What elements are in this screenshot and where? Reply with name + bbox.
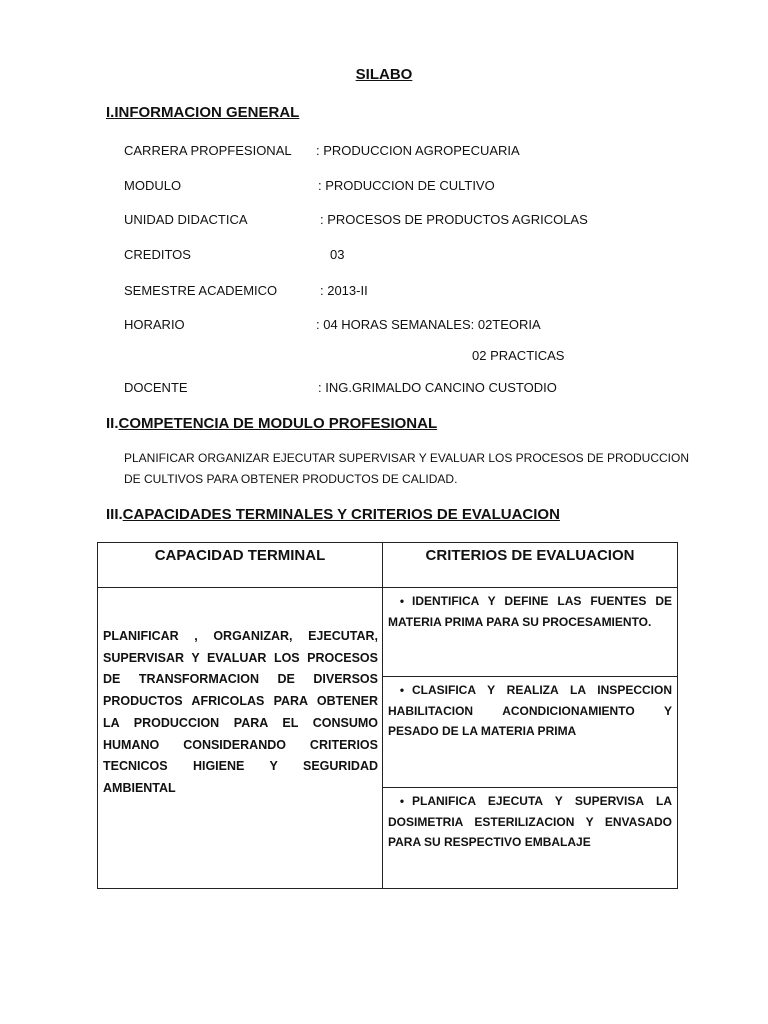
- field-value-unidad: : PROCESOS DE PRODUCTOS AGRICOLAS: [320, 212, 588, 227]
- competencia-line-1: PLANIFICAR ORGANIZAR EJECUTAR SUPERVISAR Y EVALUAR LOS PROCESOS DE PRODUCCION: [124, 451, 690, 465]
- field-label-modulo: MODULO: [124, 178, 182, 193]
- criterio-text-1: IDENTIFICA Y DEFINE LAS FUENTES DE MATERIA PRIMA PARA SU PROCESAMIENTO.: [388, 594, 672, 629]
- field-value-modulo: : PRODUCCION DE CULTIVO: [318, 178, 495, 193]
- field-value-semestre: : 2013-II: [320, 283, 368, 298]
- criterio-text-3: PLANIFICA EJECUTA Y SUPERVISA LA DOSIMETRIA ESTERILIZACION Y ENVASADO PARA SU RESPECTIVO EMBALAJE: [388, 794, 672, 849]
- field-value-horario: : 04 HORAS SEMANALES: 02TEORIA: [316, 317, 541, 332]
- field-value-carrera: : PRODUCCION AGROPECUARIA: [316, 143, 520, 158]
- section-3-heading: III.CAPACIDADES TERMINALES Y CRITERIOS DE EVALUACION: [106, 506, 560, 523]
- field-label-docente: DOCENTE: [124, 380, 188, 395]
- table-header-row: [98, 543, 678, 588]
- field-label-creditos: CREDITOS: [124, 247, 191, 262]
- criterio-item: [383, 788, 677, 888]
- competencia-line-2: DE CULTIVOS PARA OBTENER PRODUCTOS DE CALIDAD.: [124, 472, 458, 486]
- bullet-icon: •: [399, 683, 405, 697]
- capacidad-text: PLANIFICAR , ORGANIZAR, EJECUTAR, SUPERVISAR Y EVALUAR LOS PROCESOS DE TRANSFORMACION DE DIVERSOS PRODUCTOS AFRICOLAS PARA OBTENER LA PRODUCCION PARA EL CONSUMO HUMANO CONSIDERANDO CRITERIOS TECNICOS HIGIENE Y SEGURIDAD AMBIENTAL: [103, 629, 378, 795]
- table-row: [98, 588, 678, 889]
- bullet-icon: •: [399, 794, 405, 808]
- field-value-creditos: 03: [330, 247, 345, 262]
- section-2-heading: II.COMPETENCIA DE MODULO PROFESIONAL: [106, 415, 438, 432]
- criterio-text-2: CLASIFICA Y REALIZA LA INSPECCION HABILITACION ACONDICIONAMIENTO Y PESADO DE LA MATERIA PRIMA: [388, 683, 672, 738]
- col-header-capacidad: CAPACIDAD TERMINAL: [98, 543, 383, 588]
- criterio-item: [383, 588, 677, 677]
- competencia-paragraph: [124, 448, 689, 490]
- section-1-heading: I.INFORMACION GENERAL: [106, 104, 300, 121]
- field-label-carrera: CARRERA PROPFESIONAL: [124, 143, 292, 158]
- col-header-criterios: CRITERIOS DE EVALUACION: [383, 543, 678, 588]
- field-label-semestre: SEMESTRE ACADEMICO: [124, 283, 278, 298]
- document-title: SILABO: [355, 66, 413, 83]
- bullet-icon: •: [399, 594, 405, 608]
- criterios-cell: [383, 588, 678, 889]
- field-label-unidad: UNIDAD DIDACTICA: [124, 212, 248, 227]
- field-value-docente: : ING.GRIMALDO CANCINO CUSTODIO: [318, 380, 557, 395]
- capacidades-table: [97, 542, 678, 889]
- criterio-item: [383, 677, 677, 788]
- capacidad-cell: [98, 588, 383, 889]
- field-label-horario: HORARIO: [124, 317, 185, 332]
- field-value-horario-practicas: 02 PRACTICAS: [472, 348, 565, 363]
